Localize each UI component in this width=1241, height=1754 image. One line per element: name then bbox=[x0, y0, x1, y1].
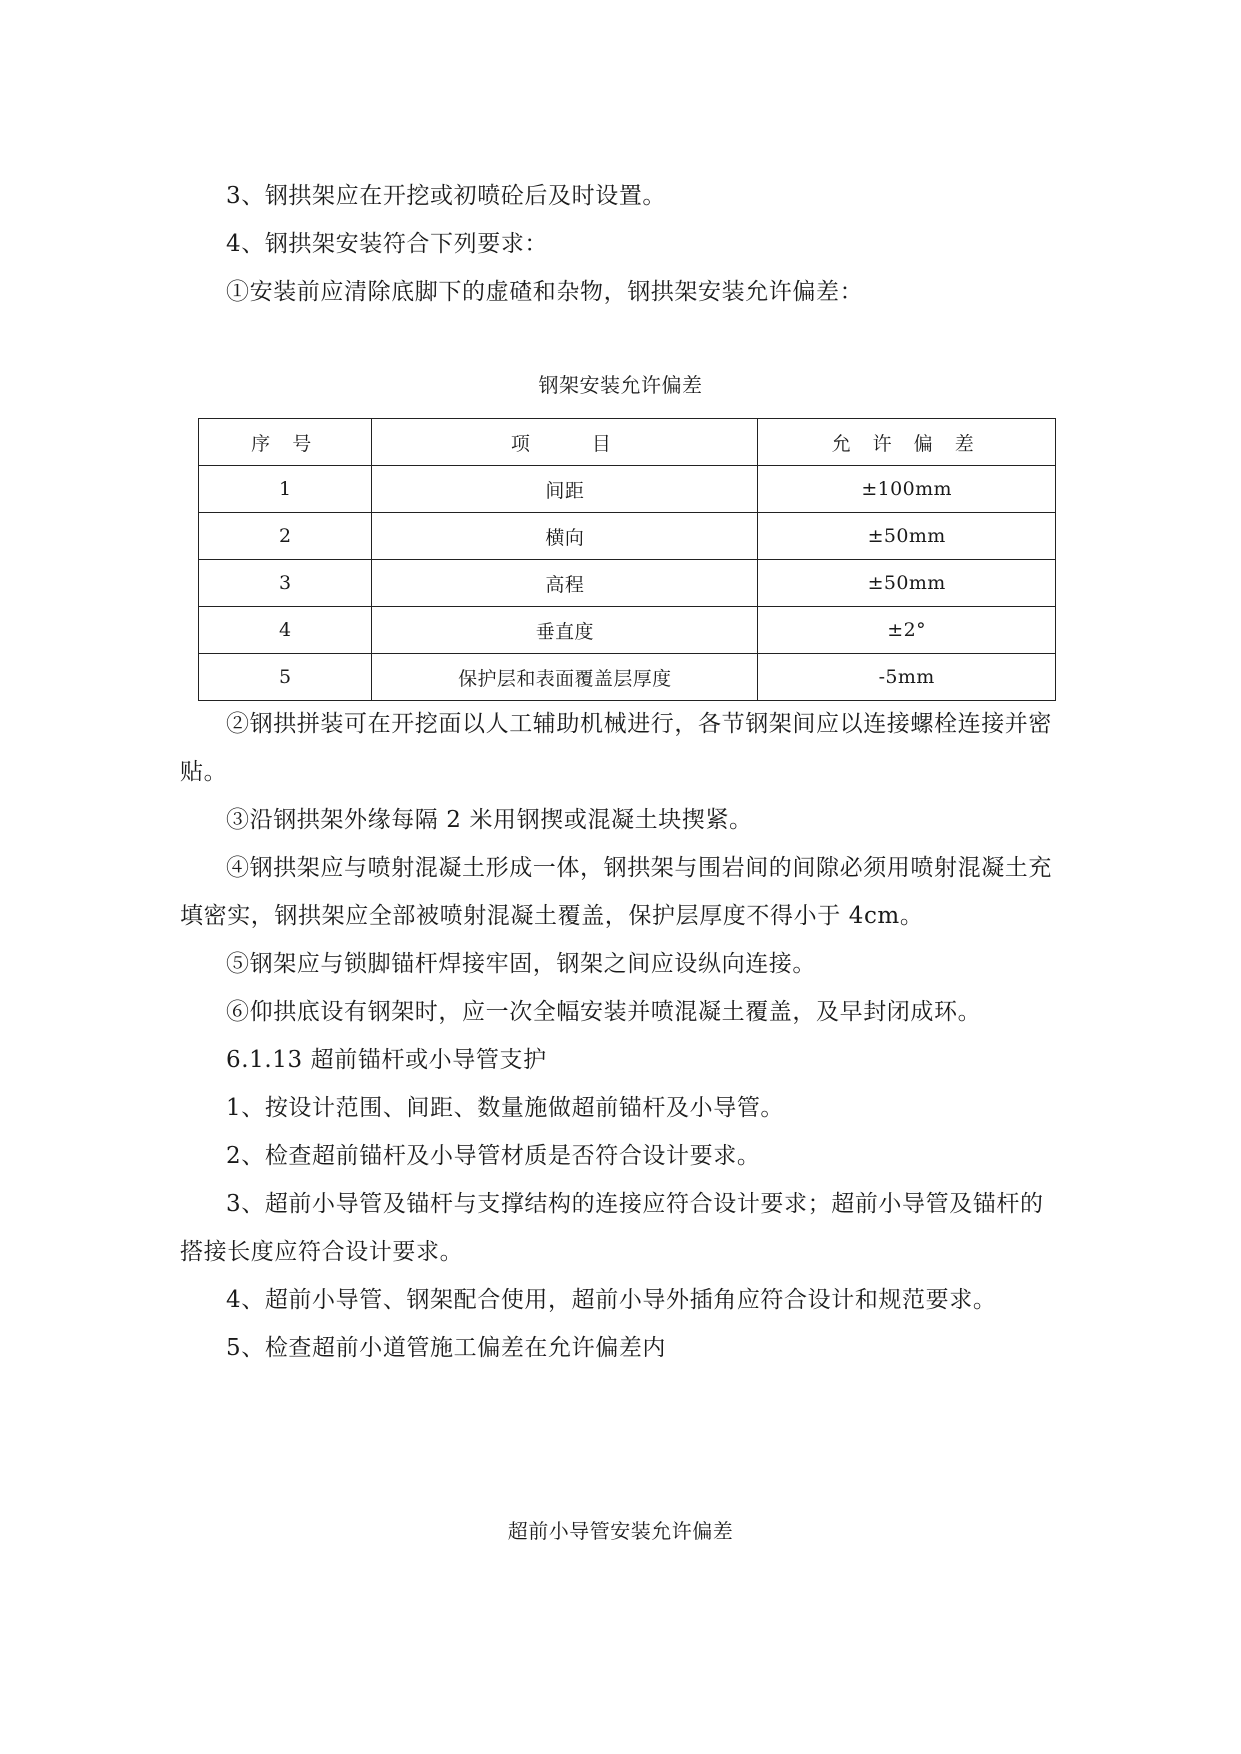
cell-tolerance: ±100mm bbox=[758, 466, 1056, 513]
cell-tolerance: ±2° bbox=[758, 607, 1056, 654]
paragraph-item-4-1: ①安装前应清除底脚下的虚碴和杂物，钢拱架安装允许偏差： bbox=[226, 279, 864, 305]
cell-item: 高程 bbox=[372, 560, 758, 607]
table-header-row bbox=[199, 419, 1056, 466]
header-index: 序 号 bbox=[199, 419, 372, 466]
paragraph-item-4-5: ⑤钢架应与锁脚锚杆焊接牢固，钢架之间应设纵向连接。 bbox=[226, 951, 816, 977]
cell-tolerance: ±50mm bbox=[758, 513, 1056, 560]
header-tolerance: 允 许 偏 差 bbox=[758, 419, 1056, 466]
cell-index: 2 bbox=[199, 513, 372, 560]
table-row bbox=[199, 607, 1056, 654]
paragraph-item-1: 1、按设计范围、间距、数量施做超前锚杆及小导管。 bbox=[226, 1095, 785, 1121]
paragraph-item-4-4: ④钢拱架应与喷射混凝土形成一体，钢拱架与围岩间的间隙必须用喷射混凝土充填密实，钢拱架应全部被喷射混凝土覆盖，保护层厚度不得小于 4cm。 bbox=[180, 855, 1052, 929]
table-caption-small-pipe: 超前小导管安装允许偏差 bbox=[507, 1519, 734, 1543]
cell-tolerance: ±50mm bbox=[758, 560, 1056, 607]
paragraph-item-4-2: ②钢拱拼装可在开挖面以人工辅助机械进行，各节钢架间应以连接螺栓连接并密贴。 bbox=[180, 711, 1052, 785]
header-item: 项 目 bbox=[372, 419, 758, 466]
cell-item: 保护层和表面覆盖层厚度 bbox=[372, 654, 758, 701]
table-row bbox=[199, 513, 1056, 560]
cell-index: 1 bbox=[199, 466, 372, 513]
section-heading-6-1-13: 6.1.13 超前锚杆或小导管支护 bbox=[226, 1047, 547, 1073]
paragraph-item-4: 4、钢拱架安装符合下列要求： bbox=[226, 231, 549, 257]
paragraph-item-2: 2、检查超前锚杆及小导管材质是否符合设计要求。 bbox=[226, 1143, 761, 1169]
table-row bbox=[199, 466, 1056, 513]
table-row bbox=[199, 654, 1056, 701]
cell-tolerance: -5mm bbox=[758, 654, 1056, 701]
paragraph-item-3: 3、钢拱架应在开挖或初喷砼后及时设置。 bbox=[226, 183, 667, 209]
paragraph-item-4b: 4、超前小导管、钢架配合使用，超前小导外插角应符合设计和规范要求。 bbox=[226, 1287, 997, 1313]
paragraph-item-4-6: ⑥仰拱底设有钢架时，应一次全幅安装并喷混凝土覆盖，及早封闭成环。 bbox=[226, 999, 982, 1025]
table-row bbox=[199, 560, 1056, 607]
cell-item: 横向 bbox=[372, 513, 758, 560]
steel-frame-tolerance-table bbox=[198, 418, 1056, 701]
paragraph-item-5: 5、检查超前小道管施工偏差在允许偏差内 bbox=[226, 1335, 667, 1361]
paragraph-item-4-3: ③沿钢拱架外缘每隔 2 米用钢揳或混凝土块揳紧。 bbox=[226, 807, 753, 833]
paragraph-item-3b: 3、超前小导管及锚杆与支撑结构的连接应符合设计要求；超前小导管及锚杆的搭接长度应符合设计要求。 bbox=[180, 1191, 1044, 1265]
cell-item: 垂直度 bbox=[372, 607, 758, 654]
cell-item: 间距 bbox=[372, 466, 758, 513]
cell-index: 5 bbox=[199, 654, 372, 701]
cell-index: 3 bbox=[199, 560, 372, 607]
cell-index: 4 bbox=[199, 607, 372, 654]
table-caption-steel-frame: 钢架安装允许偏差 bbox=[538, 373, 703, 397]
